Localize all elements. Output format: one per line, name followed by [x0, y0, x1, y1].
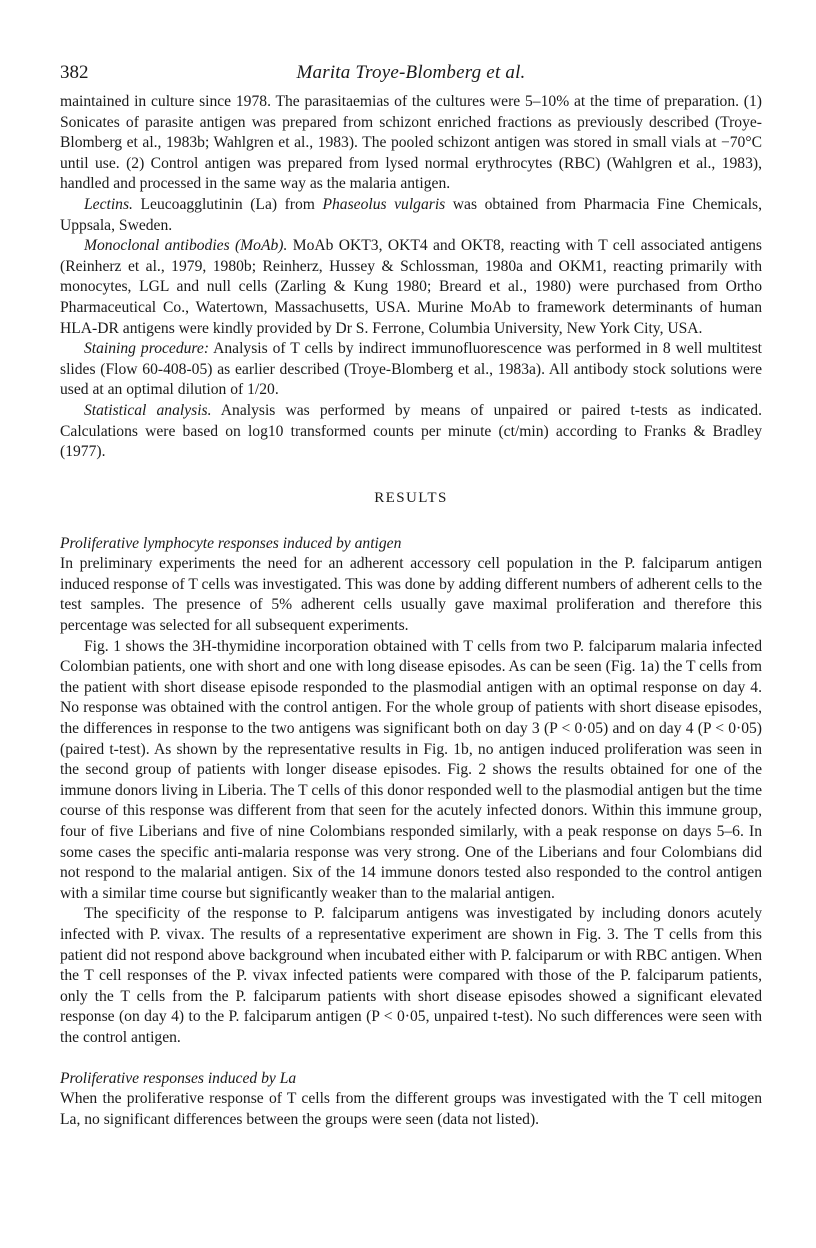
lectins-text-2: was obtained from Pharmacia Fine Chemicals, Uppsala, Sweden. [60, 195, 762, 234]
lectins-text-1: Leucoagglutinin (La) from [140, 195, 315, 213]
page-number: 382 [60, 62, 89, 83]
lectins-label: Lectins. [84, 195, 133, 213]
results-heading: RESULTS [374, 489, 448, 506]
statistics-paragraph [60, 401, 762, 463]
antigen-paragraph: maintained in culture since 1978. The parasitaemias of the cultures were 5–10% at the time of preparation. (1) Sonicates of parasite antigen was prepared from schizont enriched fractions as previously described (Troye-Blomberg et al., 1983b; Wahlgren et al., 1983). The pooled schizont antigen was stored in small vials at −70°C until use. (2) Control antigen was prepared from lysed normal erythrocytes (RBC) (Wahlgren et al., 1983), handled and processed in the same way as the malaria antigen. [60, 93, 762, 193]
results-paragraph-1: In preliminary experiments the need for an adherent accessory cell population in the P. falciparum antigen induced response of T cells was investigated. This was done by adding different numbers of adherent cells to the test samples. The presence of 5% adherent cells usually gave maximal proliferation and therefore this percentage was selected for all subsequent experiments. [60, 555, 762, 635]
statistics-text: Analysis was performed by means of unpaired or paired t-tests as indicated. Calculations were based on log10 transformed counts per minute (ct/min) according to Franks & Bradley (1977). [60, 401, 762, 461]
moab-text: MoAb OKT3, OKT4 and OKT8, reacting with T cell associated antigens (Reinherz et al., 1979, 1980b; Reinherz, Hussey & Schlossman, 1980a and OKM1, reacting primarily with monocytes, LGL and null cells (Zarling & Kung 1980; Breard et al., 1980) were purchased from Ortho Pharmaceutical Co., Watertown, Massachusetts, USA. Murine MoAb to framework determinants of human HLA-DR antigens were kindly provided by Dr S. Ferrone, Columbia University, New York City, USA. [60, 237, 762, 337]
staining-paragraph [60, 339, 762, 401]
page [60, 62, 762, 1130]
statistics-label: Statistical analysis. [84, 401, 212, 419]
subhead-antigen-responses: Proliferative lymphocyte responses induced by antigen [60, 534, 402, 552]
lectins-species: Phaseolus vulgaris [322, 195, 446, 213]
lectins-paragraph [60, 195, 762, 236]
results-paragraph-3: The specificity of the response to P. falciparum antigens was investigated by including donors acutely infected with P. vivax. The results of a representative experiment are shown in Fig. 3. The T cells from this patient did not respond above background when incubated either with P. falciparum or with RBC antigen. When the T cell responses of the P. vivax infected patients were compared with those of the P. falciparum patients, only the T cells from the P. falciparum patients with short disease episodes showed a significant elevated response (on day 4) to the P. falciparum antigen (P < 0·05, unpaired t-test). No such differences were seen with the control antigen. [60, 905, 762, 1046]
moab-paragraph [60, 236, 762, 339]
results-paragraph-2: Fig. 1 shows the 3H-thymidine incorporation obtained with T cells from two P. falciparum malaria infected Colombian patients, one with short and one with long disease episodes. As can be seen (Fig. 1a) the T cells from the patient with short disease episode responded to the plasmodial antigen with an optimal response on day 4. No response was obtained with the control antigen. For the whole group of patients with short disease episodes, the differences in response to the two antigens was significant both on day 3 (P < 0·05) and on day 4 (P < 0·05) (paired t-test). As shown by the representative results in Fig. 1b, no antigen induced proliferation was seen in the second group of patients with longer disease episodes. Fig. 2 shows the results obtained for one of the immune donors living in Liberia. The T cells of this donor responded well to the plasmodial antigen but the time course of this response was different from that seen for the acutely infected donors. Within this immune group, four of five Liberians and five of nine Colombians responded similarly, with a peak response on days 5–6. In some cases the specific anti-malaria response was very strong. One of the Liberians and four Colombians did not respond to the malarial antigen. Six of the 14 immune donors tested also responded to the control antigen with a similar time course but significantly weaker than to the malarial antigen. [60, 637, 762, 902]
results-paragraph-4: When the proliferative response of T cells from the different groups was investigated with the T cell mitogen La, no significant differences between the groups were seen (data not listed). [60, 1090, 762, 1128]
moab-label: Monoclonal antibodies (MoAb). [84, 237, 288, 255]
staining-text: Analysis of T cells by indirect immunofluorescence was performed in 8 well multitest slides (Flow 60-408-05) as earlier described (Troye-Blomberg et al., 1983a). All antibody stock solutions were used at an optimal dilution of 1/20. [60, 340, 762, 399]
running-head: Marita Troye-Blomberg et al. [296, 62, 526, 83]
subhead-la-responses: Proliferative responses induced by La [60, 1069, 297, 1087]
spacer [60, 1049, 762, 1069]
staining-label: Staining procedure: [84, 340, 210, 358]
page-header [60, 62, 762, 92]
